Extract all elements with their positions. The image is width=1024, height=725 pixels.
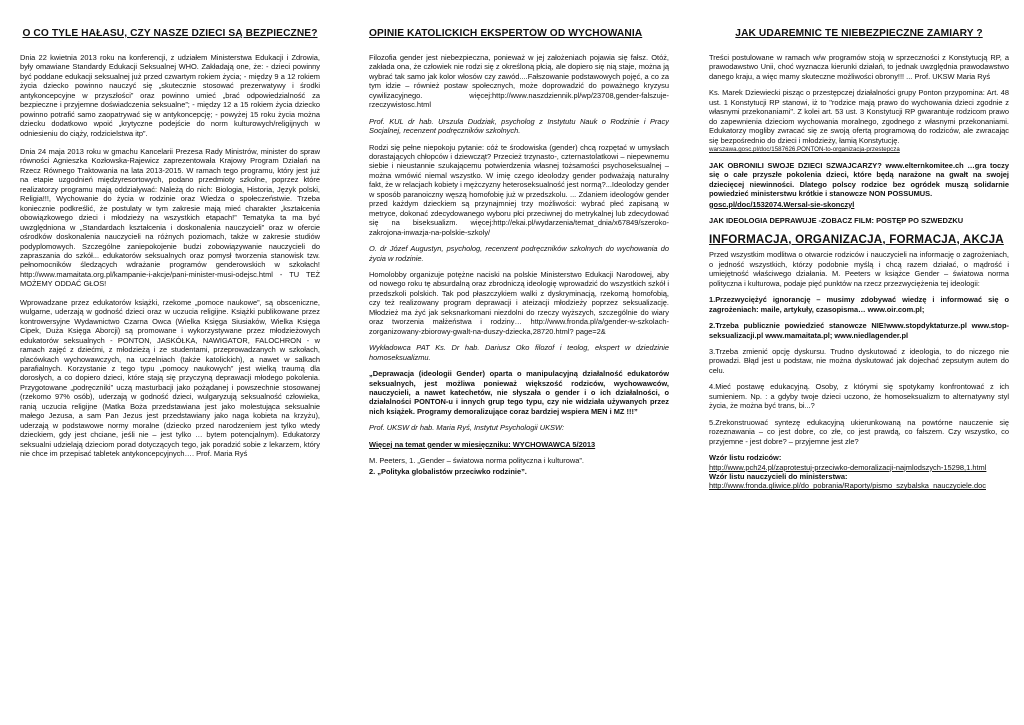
col3-letter-parents-link[interactable]: http://www.pch24.pl/zaprotestuj-przeciwko-demoralizacji-najmlodszych-15298,1.html (709, 462, 987, 472)
col3-paragraph-3: JAK OBRONILI SWOJE DZIECI SZWAJCARZY? www.elternkomitee.ch …gra toczy się o całe przyszłe pokolenia dzieci, które będą narażone na gwałt na swojej dziecięcej niewinności. Dlatego polscy rodzice bez ogródek muszą solidarnie powiedzieć ministerstwu krótkie i stanowcze NON POSSUMUS. (709, 160, 1009, 199)
col3-link-wersal[interactable]: gosc.pl/doc/1532074.Wersal-sie-skonczyl (709, 199, 855, 209)
col3-link-ponton[interactable]: warszawa.gosc.pl/doc/1587626.PONTON-to-organizacja-przestepcza (709, 146, 900, 154)
col3-item-3: 3.Trzeba zmienić opcję dyskursu. Trudno dyskutować z ideologia, to do niczego nie prowadzi. Błąd jest u podstaw, nie można dyskutować jak dojechać zepsutym autem do celu. (709, 346, 1009, 375)
col2-signature-3: Wykładowca PAT Ks. Dr hab. Dariusz Oko filozof i teolog, ekspert w dziedzinie homoseksualizmu. (369, 343, 669, 362)
column-1-title: O CO TYLE HAŁASU, CZY NASZE DZIECI SĄ BEZPIECZNE? (22, 28, 318, 39)
col2-paragraph-2: Rodzi się pełne niepokoju pytanie: cóż te środowiska (gender) chcą rozpętać w umysłach dorastających chłopców i dziewcząt? Przecież trzynasto-, czternastolatkowi – niepewnemu siebie i nieustannie szukającemu potwierdzenia własnej tożsamości psychoseksualnej – można wmówić niemal wszystko. W imię czego ideolodzy gender podważają naturalny fakt, że w relacjach kobiety i mężczyzny heteroseksualność jest normą?...Ideolodzy gender w sposób paranoiczny węszą homofobię już w przedszkolu. ... Zdaniem ideologów gender przed każdym dzieckiem są przynajmniej trzy możliwości: wybrać płeć zapisaną w metryce, dokonać zdecydowanego wyboru płci przeciwnej do metrykalnej lub zdecydować się na biseksualizm. więcej:http://ekai.pl/wydarzenia/temat_dnia/x67849/szeroko-zakrojona-inwazja-na-polskie-szkoly/ (369, 142, 669, 237)
col3-letter-parents-label: Wzór listu rodziców: (709, 453, 782, 463)
column-1 (20, 28, 320, 718)
col2-signature-2: O. dr Józef Augustyn, psycholog, recenzent podręczników szkolnych do wychowania do życia w rodzinie. (369, 244, 669, 263)
col3-item-4: 4.Mieć postawę edukacyjną. Osoby, z którymi się spotykamy konfrontować z ich sumieniem. Np. : a gdyby twoje dzieci uczono, że homoseksualizm to alternatywny styl życia, że można być trans, bi...? (709, 382, 1009, 411)
col2-paragraph-4: „Deprawacja (ideologii Gender) oparta o manipulacyjną działalność edukatorów seksualnych, jest możliwa ponieważ większość rodziców, wychowawców, nauczycieli, a nawet katechetów, nie słyszała o gender i o ich działalności, o działalności PONTON-u i innych grup tego typu, czy nie widziała używanych przez nich książek. Programy demoralizujące coraz bardziej wspiera MEN i MZ !!!” (369, 369, 669, 416)
col3-item-2: 2.Trzeba publicznie powiedzieć stanowcze NIE!www.stopdyktaturze.pl www.stop-seksualizacji.pl www.mamaitata.pl; www.niedlagender.pl (709, 321, 1009, 340)
col2-paragraph-3: Homolobby organizuje potężne naciski na polskie Ministerstwo Edukacji Narodowej, aby od nowego roku tę absurdalną oraz zbrodniczą ideologię wprowadzić do wszystkich szkół i przedszkoli polskich. Tak pod płaszczykiem walki z dyskryminacją, rzekomą homofobią, czy też realizowany program deprawacji i ateizacji młodzieży poprzez seksualizację. Młodzież ma żyć jak seksnarkomani niezdolni do rzeczy wyższych, szczególnie do wiary oraz tworzenia małżeństwa i rodziny… http://www.fronda.pl/a/gender-w-szkolach-zorganizowany-zbiorowy-gwalt-na-duszy-dziecka,28720.html? page=2& (369, 270, 669, 336)
col2-wychowawca-ref: Więcej na temat gender w miesięczniku: WYCHOWAWCA 5/2013 (369, 439, 596, 449)
column-3 (709, 28, 1009, 718)
column-2 (369, 28, 669, 718)
col2-book-2: 2. „Polityka globalistów przeciwko rodzinie”. (369, 466, 527, 476)
col2-paragraph-1: Filozofia gender jest niebezpieczna, ponieważ w jej założeniach pojawia się fałsz. Otóż, zakłada ona, że człowiek nie rodzi się z określoną płcią, ale dopiero się nią staje, można ją wybrać tak samo jak kolor włosów czy zawód....Fałszowanie podstawowych pojęć, a co za tym idzie – również postaw społecznych, może doprowadzić do poważnego kryzysu cywilizacyjnego. więcej:http://www.naszdziennik.pl/wp/23708,gender-falszuje-rzeczywistosc.html (369, 52, 669, 110)
col3-item-5: 5.Zrekonstruować syntezę edukacyjną ukierunkowaną na powtórne nauczenie się rozeznawania – co jest dobre, co złe, co jest prawdą, co fałszem. Czy wszystko, co przyjemne - jest dobre? – przyjemne jest zle? (709, 417, 1009, 446)
col2-signature-4: Prof. UKSW dr hab. Maria Ryś, Instytut Psychologii UKSW: (369, 423, 565, 433)
col3-paragraph-1: Treści postulowane w ramach w/w programów stoją w sprzeczności z Konstytucją RP, a prawodawstwo Unii, choć wyznacza kierunki działań, to jednak uwzględnia prawodawstwo danego kraju, a więc mamy skuteczne możliwości obrony!!! ... Prof. UKSW Maria Ryś (709, 52, 1009, 81)
column-3-title: JAK UDAREMNIĆ TE NIEBEZPIECZNE ZAMIARY ? (735, 28, 983, 39)
col3-letter-teachers-label: Wzór listu nauczycieli do ministerstwa: (709, 471, 848, 481)
col2-signature-1: Prof. KUL dr hab. Urszula Dudziak, psycholog z Instytutu Nauk o Rodzinie i Pracy Socjalnej, recenzent podręczników szkolnych. (369, 116, 669, 136)
col1-paragraph-3: Wprowadzane przez edukatorów książki, rzekome „pomoce naukowe”, są obsceniczne, wulgarne, uderzają w godność dzieci oraz w uczucia religijne. Książki publikowane przez kontrowersyjne Wydawnictwo Czarna Owca (Wielka Księga Siusiaków, Wielka Księga Cipek, Duża Księga Aborcji) są promowane i wykorzystywane przez młodzieżowych edukatorów seksualnych - PONTON, JASKÓŁKA, NAWIGATOR, FALOCHRON - w ramach zajęć z dziećmi, z młodzieżą i ze studentami, przeprowadzanych w szkołach, placówkach wychowawczych, na uczelniach (także katolickich), a nawet w salkach parafialnych. Korzystanie z tego typu „pomocy naukowych” jest wielką traumą dla dorosłych, a co dopiero dzieci, które stają się przyczyną deprawacji młodego pokolenia. Przygotowane „podręczniki” uczą masturbacji jako pożądanej i powszechnie stosowanej (rzekomo 97% osób), uderzają w godność dzieci, wulgaryzują seksualność człowieka, ranią uczucia religijne (Matka Boża przedstawiana jest jako molestująca seksualnie małego Jezusa, a sam Pan Jezus jest przedstawiany jako naga kobieta na krzyżu), uderzają w podstawowe normy moralne (dziecko przed narodzeniem jest tylko wtedy dzieckiem, gdy jest chciane, jeśli nie – jest tylko … bytem potencjalnym). Edukatorzy seksualni udzielają dzieciom porad dotyczących tego, jak poradzić sobie z lekarzem, który nie chce im przepisać tabletek antykoncepcyjnych…. Prof. Maria Ryś (20, 297, 320, 459)
col3-paragraph-2: Ks. Marek Dziewiecki pisząc o przestępczej działalności grupy Ponton przypomina: Art. 48 ust. 1 Konstytucji RP stanowi, iż to "rodzice mają prawo do wychowania dzieci zgodnie z własnymi przekonaniami". Z kolei art. 53 ust. 3 Konstytucji RP gwarantuje rodzicom prawo do zapewnienia dzieciom wychowania moralnego, zgodnego z własnymi przekonaniami. Edukatorzy mogliby zwracać się ze swoją ofertą programową do rodziców, ale zwracając się bezpośrednio do dzieci i młodzieży, łamią Konstytucję. (709, 88, 1009, 145)
col3-item-1: 1.Przezwyciężyć ignorancję – musimy zdobywać wiedzę i informować się o zagrożeniach: maile, artykuły, czasopisma… www.oir.com.pl; (709, 295, 1009, 314)
col2-book-1: M. Peeters, 1. „Gender – światowa norma polityczna i kulturowa”. (369, 456, 584, 466)
col1-paragraph-1: Dnia 22 kwietnia 2013 roku na konferencji, z udziałem Ministerstwa Edukacji i Zdrowia, były omawiane Standardy Edukacji Seksualnej WHO. Zakładają one, że: - dzieci powinny być poddane edukacji seksualnej już przed czwartym rokiem życia; - między 9 a 12 rokiem życia dziecko powinno nauczyć się „skutecznie stosować prezerwatywy i środki antykoncepcyjne w przyszłości” oraz powinno umieć „brać odpowiedzialność za bezpieczne i przyjemne doświadczenia seksualne”; - między 12 a 15 rokiem życia dziecko powinno potrafić samo zaopatrywać się w antykoncepcję; - powyżej 15 roku życia można dziecku dodatkowo wpoić „krytyczne podejście do norm kulturowych/religijnych w odniesieniu do ciąży, rodzicielstwa itp”. (20, 52, 320, 138)
col3-letter-teachers-link[interactable]: http://www.fronda.gliwice.pl/do_pobrania/Raporty/pismo_szybalska_nauczyciele.doc (709, 481, 986, 491)
column-2-title: OPINIE KATOLICKICH EKSPERTÓW OD WYCHOWANIA (369, 28, 643, 39)
col3-paragraph-5: Przed wszystkim modlitwa o otwarcie rodziców i nauczycieli na informację o zagrożeniach, o jedność wszystkich, którzy podobnie myślą i chcą razem działać, o mądrość i umiejętność właściwego działania. M. Peeters w książce Gender – światowa norma polityczna i kulturowa, podaje pięć punktów na rzecz przezwyciężenia tej ideologii: (709, 250, 1009, 288)
col3-heading: INFORMACJA, ORGANIZACJA, FORMACJA, AKCJA (709, 232, 1004, 246)
col3-film-note: JAK IDEOLOGIA DEPRAWUJE -ZOBACZ FILM: POSTĘP PO SZWEDZKU (709, 216, 964, 226)
col1-paragraph-2: Dnia 24 maja 2013 roku w gmachu Kancelarii Prezesa Rady Ministrów, minister do spraw równości Agnieszka Kozłowska-Rajewicz zaprezentowała Krajowy Program Działań na Rzecz Równego Traktowania na lata 2013-2015. W ramach tego programu, który jest już na etapie uzgodnień międzyresortowych, podano przedmioty szkolne, poprzez które realizatorzy programu mają oddziaływać: Należą do nich: Biologia, Historia, Język polski, Religia!!!, Wychowanie do życia w rodzinie oraz Wiedza o społeczeństwie. Trzeba koniecznie podkreślić, że postulaty w tym zakresie mają mieć charakter „kształcenia obowiązkowego dzieci i młodzieży na wszystkich etapach!” Tematyka ta ma być uwzględniona w „Standardach kształcenia i doskonalenia nauczycieli” oraz w ofercie ośrodków doskonalenia nauczycieli na różnych poziomach, także w zakresie studiów podyplomowych. Szczególne zaniepokojenie budzi zobowiązywanie nauczycieli do zapraszania do szkół... edukatorów seksualnych oraz pomysł tworzenia stanowisk tzw. pełnomocników śledzących wdrażanie programów genderowskich w szkołach! http://www.mamaitata.org.pl/kampanie-i-akcje/pani-minister-musi-odejsc.html - TU TEŻ MOŻEMY ODDAĆ GŁOS! (20, 147, 320, 289)
